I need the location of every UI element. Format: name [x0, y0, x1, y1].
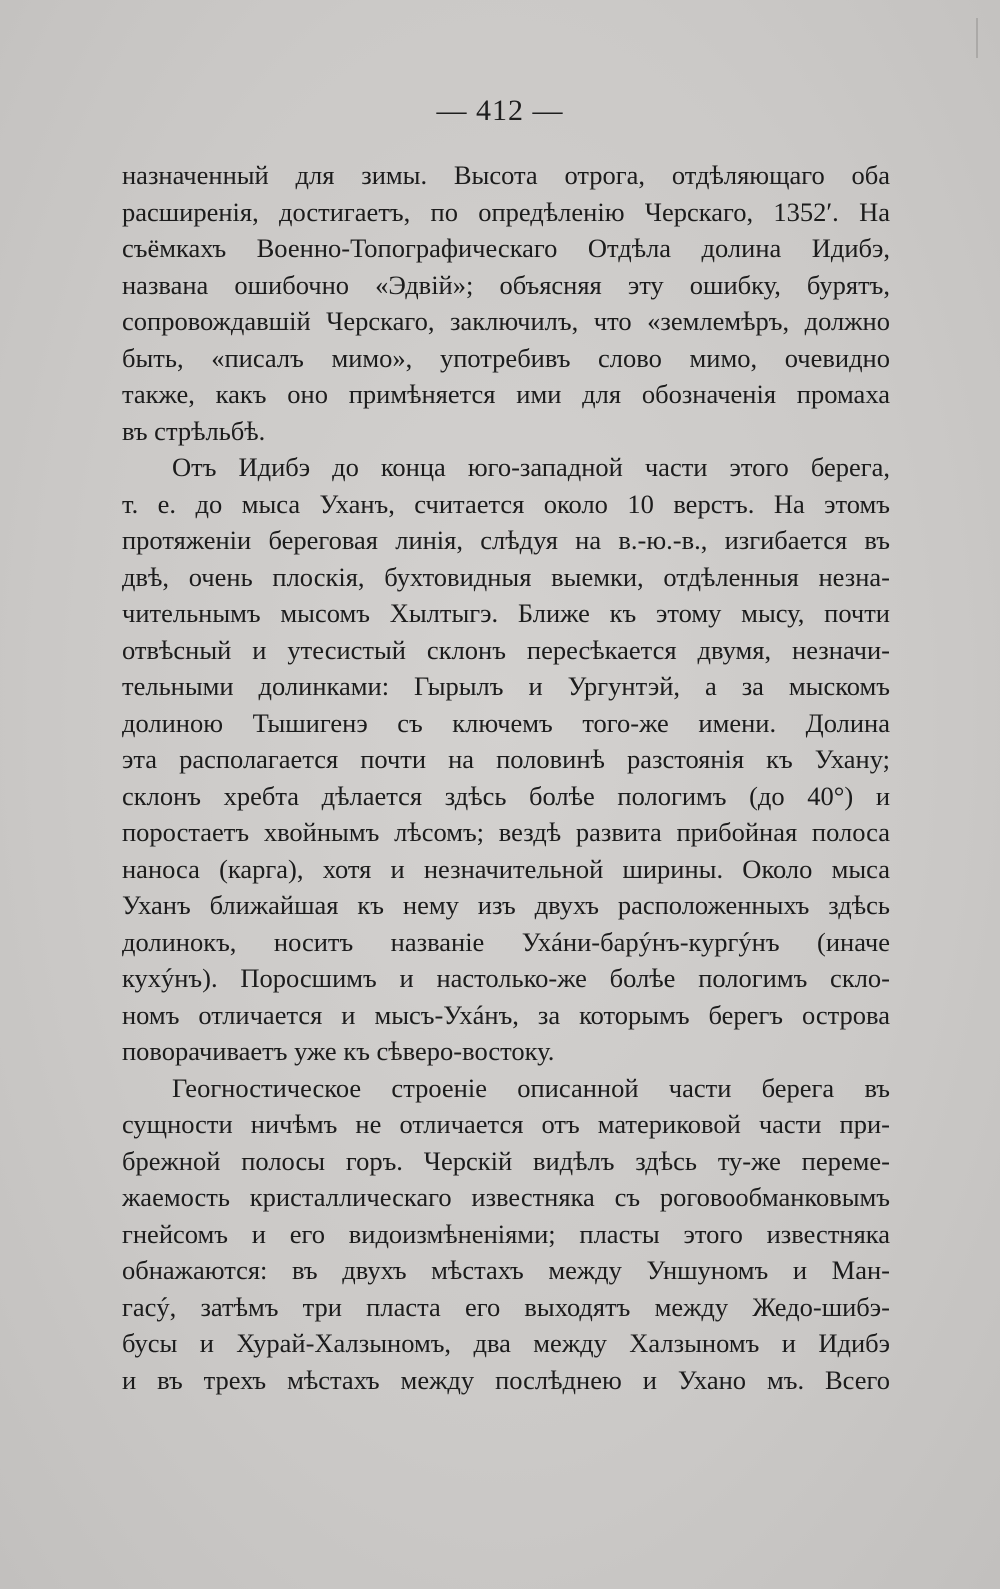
text-line: сопровождавшій Черскаго, заключилъ, что «землемѣръ, должно: [122, 306, 890, 336]
text-line: жаемость кристаллическаго известняка съ роговообманковымъ: [122, 1182, 890, 1212]
text-line: въ стрѣльбѣ.: [122, 415, 266, 446]
page-number: — 412 —: [436, 94, 564, 127]
text-line: поворачиваетъ уже къ сѣверо-востоку.: [122, 1036, 555, 1066]
text-line: двѣ, очень плоскія, бухтовидныя выемки, отдѣленныя незна-: [122, 561, 890, 592]
text-line: бусы и Хурай-Халзыномъ, два между Халзыномъ и Идибэ: [122, 1328, 890, 1358]
text-line: также, какъ оно примѣняется ими для обозначенія промаха: [122, 379, 890, 409]
text-line: т. е. до мыса Уханъ, считается около 10 верстъ. На этомъ: [122, 488, 890, 519]
text-line: обнажаются: въ двухъ мѣстахъ между Уншуномъ и Ман-: [122, 1255, 890, 1285]
text-line: быть, «писалъ мимо», употребивъ слово мимо, очевидно: [122, 342, 890, 373]
text-line: и въ трехъ мѣстахъ между послѣднею и Ухано мъ. Всего: [122, 1364, 890, 1395]
paragraph-1: [122, 157, 890, 449]
text-line: эта располагается почти на половинѣ разстоянія къ Ухану;: [122, 744, 890, 774]
text-line: поростаетъ хвойнымъ лѣсомъ; вездѣ развита прибойная полоса: [122, 817, 890, 847]
text-line: Геогностическое строеніе описанной части берега въ: [172, 1072, 890, 1103]
text-line: гасý, затѣмъ три пласта его выходятъ между Жедо-шибэ-: [122, 1291, 890, 1322]
paragraph-3: [122, 1070, 890, 1399]
paragraph-2: [122, 449, 890, 1070]
text-line: сущности ничѣмъ не отличается отъ материковой части при-: [122, 1109, 890, 1139]
text-line: номъ отличается и мысъ-Ухáнъ, за которымъ берегъ острова: [122, 999, 890, 1030]
text-line: названа ошибочно «Эдвій»; объясняя эту ошибку, бурятъ,: [122, 269, 890, 300]
text-line: наноса (карга), хотя и незначительной ширины. Около мыса: [122, 853, 890, 884]
text-line: протяженіи береговая линія, слѣдуя на в.-ю.-в., изгибается въ: [122, 525, 890, 555]
text-line: Уханъ ближайшая къ нему изъ двухъ расположенныхъ здѣсь: [122, 890, 890, 920]
text-line: кухýнъ). Поросшимъ и настолько-же болѣе пологимъ скло-: [122, 963, 890, 993]
text-line: назначенный для зимы. Высота отрога, отдѣляющаго оба: [122, 160, 890, 190]
text-line: долинокъ, носитъ названіе Ухáни-барýнъ-кургýнъ (иначе: [122, 926, 890, 957]
body-text: [122, 157, 890, 1398]
text-line: Отъ Идибэ до конца юго-западной части этого берега,: [172, 452, 890, 482]
page-edge-mark: [976, 18, 978, 58]
text-line: гнейсомъ и его видоизмѣненіями; пласты этого известняка: [122, 1218, 890, 1249]
text-line: расширенія, достигаетъ, по опредѣленію Черскаго, 1352′. На: [122, 196, 890, 227]
text-line: отвѣсный и утесистый склонъ пересѣкается двумя, незначи-: [122, 634, 890, 665]
text-line: съёмкахъ Военно-Топографическаго Отдѣла долина Идибэ,: [122, 233, 890, 263]
text-line: долиною Тышигенэ съ ключемъ того-же имени. Долина: [122, 707, 890, 738]
text-line: склонъ хребта дѣлается здѣсь болѣе пологимъ (до 40°) и: [122, 780, 890, 811]
text-line: брежной полосы горъ. Черскій видѣлъ здѣсь ту-же переме-: [122, 1145, 890, 1176]
text-line: чительнымъ мысомъ Хылтыгэ. Ближе къ этому мысу, почти: [122, 598, 890, 628]
text-line: тельными долинками: Гырылъ и Ургунтэй, а за мыскомъ: [122, 671, 890, 701]
